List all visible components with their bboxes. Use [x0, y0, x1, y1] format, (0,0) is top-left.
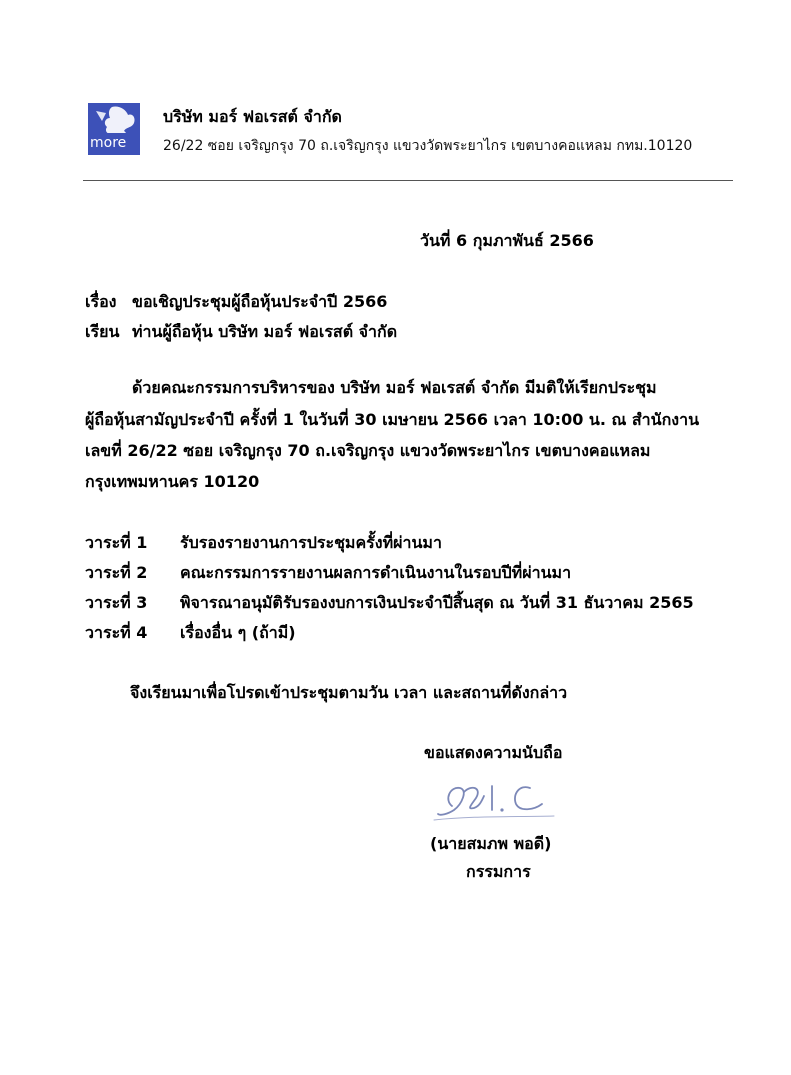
recipient-value: ท่านผู้ถือหุ้น บริษัท มอร์ ฟอเรสต์ จำกัด: [132, 322, 398, 341]
body-line: เลขที่ 26/22 ซอย เจริญกรุง 70 ถ.เจริญกรุง แขวงวัดพระยาไกร เขตบางคอแหลม: [85, 441, 651, 460]
body-line: ด้วยคณะกรรมการบริหารของ บริษัท มอร์ ฟอเรสต์ จำกัด มีมติให้เรียกประชุม: [132, 378, 657, 397]
company-logo: [88, 103, 140, 155]
subject-label: เรื่อง: [85, 292, 117, 311]
agenda-label: วาระที่ 4: [85, 623, 148, 642]
agenda-text: คณะกรรมการรายงานผลการดำเนินงานในรอบปีที่ผ่านมา: [180, 563, 572, 582]
recipient-label: เรียน: [85, 322, 120, 341]
handwritten-signature: [430, 770, 560, 828]
regards: ขอแสดงความนับถือ: [424, 743, 563, 762]
signer-title: กรรมการ: [466, 862, 531, 881]
agenda-label: วาระที่ 2: [85, 563, 148, 582]
agenda-text: รับรองรายงานการประชุมครั้งที่ผ่านมา: [180, 533, 442, 552]
closing-statement: จึงเรียนมาเพื่อโปรดเข้าประชุมตามวัน เวลา และสถานที่ดังกล่าว: [130, 683, 568, 702]
body-line: กรุงเทพมหานคร 10120: [85, 472, 260, 491]
company-address: 26/22 ซอย เจริญกรุง 70 ถ.เจริญกรุง แขวงวัดพระยาไกร เขตบางคอแหลม กทม.10120: [163, 138, 693, 154]
letter-date: วันที่ 6 กุมภาพันธ์ 2566: [420, 231, 594, 250]
subject-value: ขอเชิญประชุมผู้ถือหุ้นประจำปี 2566: [132, 292, 388, 311]
logo-text: more: [90, 135, 127, 151]
agenda-label: วาระที่ 1: [85, 533, 148, 552]
company-name: บริษัท มอร์ ฟอเรสต์ จำกัด: [163, 107, 342, 126]
signer-name: (นายสมภพ พอดี): [430, 834, 552, 853]
agenda-label: วาระที่ 3: [85, 593, 148, 612]
body-line: ผู้ถือหุ้นสามัญประจำปี ครั้งที่ 1 ในวันที่ 30 เมษายน 2566 เวลา 10:00 น. ณ สำนักงาน: [85, 410, 700, 429]
agenda-text: เรื่องอื่น ๆ (ถ้ามี): [180, 623, 296, 642]
agenda-text: พิจารณาอนุมัติรับรองงบการเงินประจำปีสิ้นสุด ณ วันที่ 31 ธันวาคม 2565: [180, 593, 694, 612]
header-divider: [83, 180, 733, 181]
